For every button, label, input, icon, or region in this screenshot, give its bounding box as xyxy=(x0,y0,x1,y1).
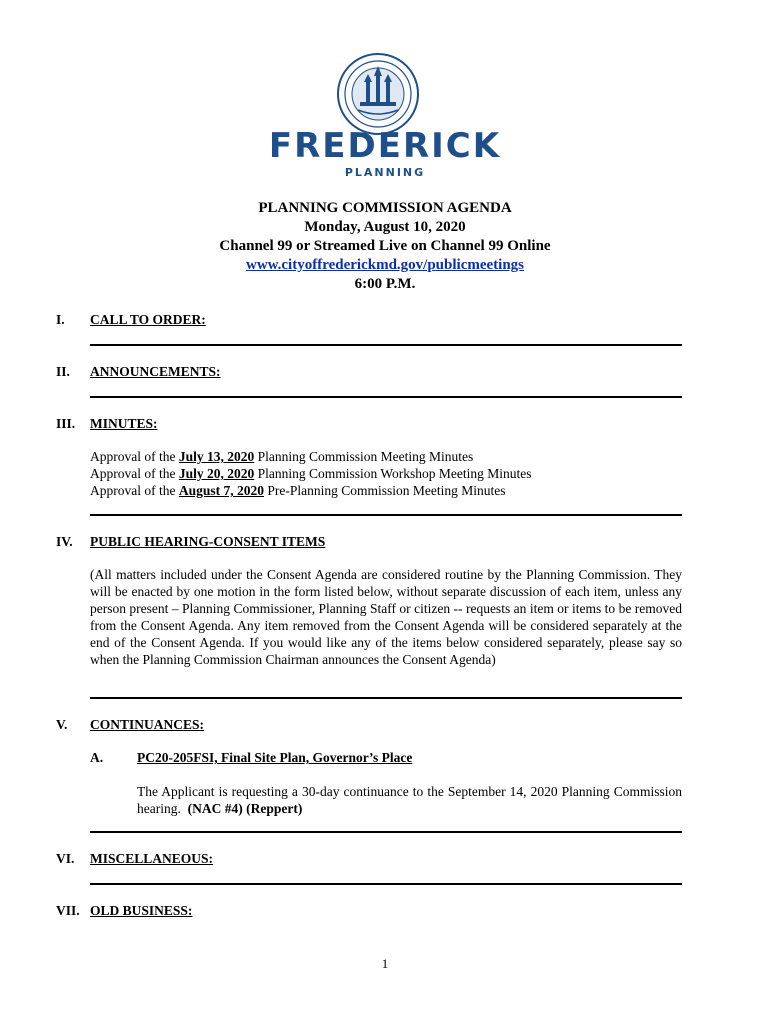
item-letter: A. xyxy=(90,750,104,765)
divider xyxy=(90,883,682,885)
city-seal-icon xyxy=(336,52,420,136)
public-meetings-link[interactable]: www.cityoffrederickmd.gov/publicmeetings xyxy=(245,257,525,273)
item-tags: (NAC #4) (Reppert) xyxy=(187,801,303,816)
page-number: 1 xyxy=(381,956,389,971)
minutes-line: Approval of the July 20, 2020 Planning Commission Workshop Meeting Minutes xyxy=(90,466,532,481)
section-4-number: IV. xyxy=(56,534,73,549)
section-old-business: OLD BUSINESS: xyxy=(90,903,193,918)
section-6-number: VI. xyxy=(56,851,75,866)
minutes-line: Approval of the July 13, 2020 Planning Commission Meeting Minutes xyxy=(90,449,474,464)
divider xyxy=(90,697,682,699)
consent-description: (All matters included under the Consent Agenda are considered routine by the Planning Commission. They will be enacted by one motion in the form listed below, without separate discussion of each item, unless any person present – Planning Commissioner, Planning Staff or citizen -- requests an item or items to be removed from the Consent Agenda. Any item removed from the Consent Agenda will be considered separately at the end of the Consent Agenda. If you would like any of the items below considered separately, please say so when the Planning Commission Chairman announces the Consent Agenda) xyxy=(90,567,682,667)
minutes-date: July 13, 2020 xyxy=(178,449,255,464)
minutes-line: Approval of the August 7, 2020 Pre-Planning Commission Meeting Minutes xyxy=(90,483,506,498)
meeting-time: 6:00 P.M. xyxy=(354,276,416,292)
section-7-number: VII. xyxy=(56,903,80,918)
section-minutes: MINUTES: xyxy=(90,416,158,431)
meeting-date: Monday, August 10, 2020 xyxy=(304,219,466,235)
divider xyxy=(90,514,682,516)
meeting-channel: Channel 99 or Streamed Live on Channel 99 Online xyxy=(219,238,551,254)
item-description: The Applicant is requesting a 30-day continuance to the September 14, 2020 Planning Commission hearing. (NAC #4) (Reppert) xyxy=(137,784,682,816)
section-continuances: CONTINUANCES: xyxy=(90,717,205,732)
section-3-number: III. xyxy=(56,416,76,431)
divider xyxy=(90,344,682,346)
section-announcements: ANNOUNCEMENTS: xyxy=(90,364,221,379)
agenda-title: PLANNING COMMISSION AGENDA xyxy=(258,200,512,216)
divider xyxy=(90,831,682,833)
section-5-number: V. xyxy=(56,717,68,732)
item-title: PC20-205FSI, Final Site Plan, Governor’s Place xyxy=(137,750,413,765)
brand-subtitle: PLANNING xyxy=(344,166,426,179)
section-consent-items: PUBLIC HEARING-CONSENT ITEMS xyxy=(90,534,326,549)
divider xyxy=(90,396,682,398)
section-call-to-order: CALL TO ORDER: xyxy=(90,312,206,327)
brand-name: FREDERICK xyxy=(268,126,502,166)
section-miscellaneous: MISCELLANEOUS: xyxy=(90,851,214,866)
section-2-number: II. xyxy=(56,364,70,379)
minutes-date: July 20, 2020 xyxy=(178,466,255,481)
minutes-date: August 7, 2020 xyxy=(178,483,264,498)
section-1-number: I. xyxy=(56,312,65,327)
